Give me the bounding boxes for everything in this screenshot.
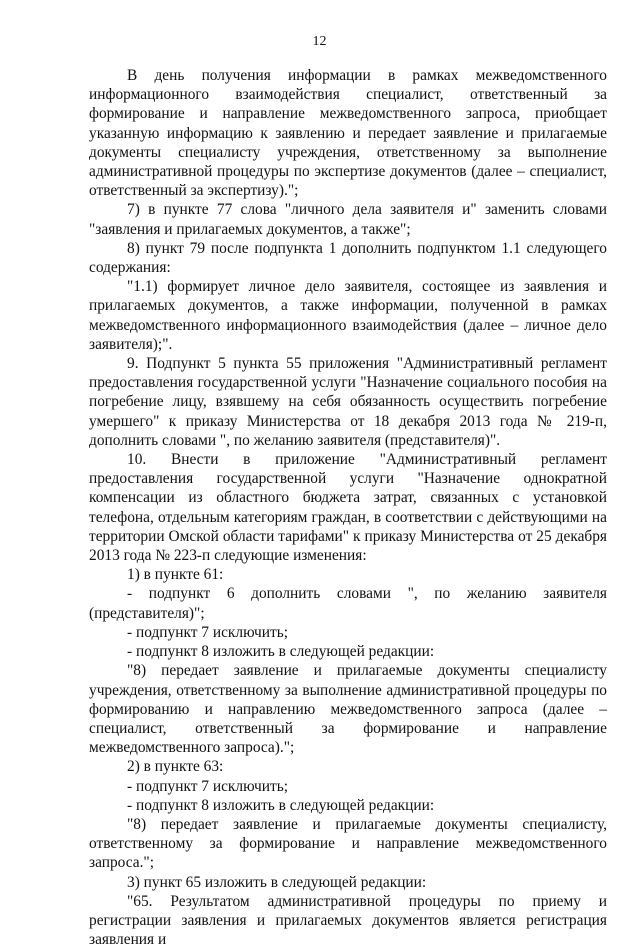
paragraph: - подпункт 7 исключить; <box>127 777 288 795</box>
paragraph: - подпункт 8 изложить в следующей редакции: <box>127 796 435 814</box>
paragraph: 8) пункт 79 после подпункта 1 дополнить подпунктом 1.1 следующего содержания: <box>89 239 607 277</box>
paragraph: - подпункт 6 дополнить словами ", по желанию заявителя (представителя)"; <box>89 585 607 622</box>
paragraph: 3) пункт 65 изложить в следующей редакции: <box>127 873 427 891</box>
paragraph: "1.1) формирует личное дело заявителя, состоящее из заявления и прилагаемых документов, а также информации, полученной в рамках межведомственного информационного взаимодействия (далее – личное дело заявителя);". <box>89 278 607 353</box>
paragraph: 10. Внести в приложение "Административный регламент предоставления государственной услуги "Назначение однократной компенсации из областного бюджета затрат, связанных с установкой телефона, отдельным категориям граждан, в соответствии с действующими на территории Омской области тарифами" к приказу Министерства от 25 декабря 2013 года № 223-п следующие изменения: <box>89 451 607 565</box>
paragraph: 7) в пункте 77 слова "личного дела заявителя и" заменить словами "заявления и прилагаемых документов, а также"; <box>89 201 607 238</box>
paragraph: - подпункт 8 изложить в следующей редакции: <box>127 643 435 661</box>
page-number: 12 <box>312 34 327 49</box>
paragraph: В день получения информации в рамках межведомственного информационного взаимодействия специалист, ответственный за формирование и направление межведомственного запроса, приобщает указанную информацию к заявлению и передает заявление и прилагаемые документы специалисту учреждения, ответственному за выполнение административной процедуры по экспертизе документов (далее – специалист, ответственный за экспертизу)."; <box>89 67 607 200</box>
paragraph: "8) передает заявление и прилагаемые документы специалисту учреждения, ответственному за выполнение административной процедуры по формированию и направлению межведомственного запроса (далее – специалист, ответственный за формирование и направление межведомственного запроса)."; <box>89 662 607 757</box>
paragraph: - подпункт 7 исключить; <box>127 623 288 641</box>
document-body <box>89 66 607 949</box>
paragraph: 1) в пункте 61: <box>127 566 224 584</box>
paragraph: 9. Подпункт 5 пункта 55 приложения "Административный регламент предоставления государственной услуги "Назначение социального пособия на погребение лицу, взявшему на себя обязанность осуществить погребение умершего" к приказу Министерства от 18 декабря 2013 года № 219-п, дополнить словами ", по желанию заявителя (представителя)". <box>89 355 607 449</box>
paragraph: 2) в пункте 63: <box>127 758 224 776</box>
paragraph: "65. Результатом административной процедуры по приему и регистрации заявления и прилагаемых документов является регистрация заявления и <box>89 892 607 949</box>
paragraph: "8) передает заявление и прилагаемые документы специалисту, ответственному за формирование и направление межведомственного запроса."; <box>89 815 607 872</box>
